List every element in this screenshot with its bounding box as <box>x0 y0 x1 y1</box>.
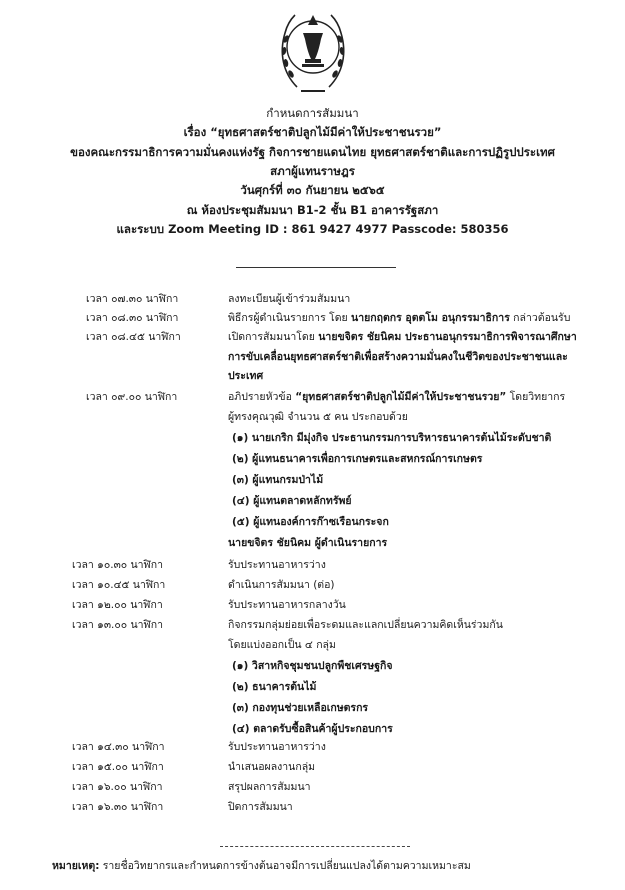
footer-note: หมายเหตุ: รายชื่อวิทยากรและกำหนดการข้างต้นอาจมีการเปลี่ยนแปลงได้ตามความเหมาะสม <box>52 860 471 872</box>
schedule-time: เวลา ๑๖.๐๐ นาฬิกา <box>72 781 163 793</box>
schedule-time: เวลา ๐๘.๔๕ นาฬิกา <box>86 331 181 343</box>
schedule-time: เวลา ๑๐.๓๐ นาฬิกา <box>72 559 163 571</box>
schedule-list-item: (๔) ตลาดรับซื้อสินค้าผู้ประกอบการ <box>232 723 393 735</box>
schedule-activity-line: ลงทะเบียนผู้เข้าร่วมสัมมนา <box>228 293 351 305</box>
schedule-activity-line: รับประทานอาหารว่าง <box>228 559 326 571</box>
schedule-moderator: นายขจิตร ชัยนิคม ผู้ดำเนินรายการ <box>228 537 388 549</box>
schedule-time: เวลา ๐๙.๐๐ นาฬิกา <box>86 391 178 403</box>
schedule-list-item: (๔) ผู้แทนตลาดหลักทรัพย์ <box>232 495 352 507</box>
committee-name: ของคณะกรรมาธิการความมั่นคงแห่งรัฐ กิจการชายแดนไทย ยุทธศาสตร์ชาติและการปฏิรูปประเทศ <box>70 145 555 159</box>
schedule-time: เวลา ๑๖.๓๐ นาฬิกา <box>72 801 164 813</box>
schedule-list-item: (๒) ธนาคารต้นไม้ <box>232 681 317 693</box>
schedule-list-item: (๑) วิสาหกิจชุมชนปลูกพืชเศรษฐกิจ <box>232 660 393 672</box>
schedule-activity: พิธีกรผู้ดำเนินรายการ โดย นายกฤตกร อุตตโม อนุกรรมาธิการ กล่าวต้อนรับ <box>228 312 571 324</box>
schedule-list-item: (๒) ผู้แทนธนาคารเพื่อการเกษตรและสหกรณ์การเกษตร <box>232 453 483 465</box>
schedule-list-item: (๓) ผู้แทนกรมป่าไม้ <box>232 474 324 486</box>
schedule-activity-line: การขับเคลื่อนยุทธศาสตร์ชาติเพื่อสร้างความมั่นคงในชีวิตของประชาชนและ <box>228 350 568 363</box>
schedule-time: เวลา ๑๒.๐๐ นาฬิกา <box>72 599 163 611</box>
schedule-time: เวลา ๑๐.๔๕ นาฬิกา <box>72 579 166 591</box>
schedule-list-item: (๑) นายเกริก มีมุ่งกิจ ประธานกรรมการบริหารธนาคารต้นไม้ระดับชาติ <box>232 432 552 444</box>
schedule-activity-line: ประเทศ <box>228 370 264 382</box>
schedule-activity-line: โดยแบ่งออกเป็น ๔ กลุ่ม <box>228 638 336 651</box>
schedule-list-item: (๓) กองทุนช่วยเหลือเกษตรกร <box>232 702 369 714</box>
schedule-time: เวลา ๑๕.๐๐ นาฬิกา <box>72 761 164 773</box>
house-name: สภาผู้แทนราษฎร <box>270 164 355 178</box>
schedule-time: เวลา ๑๔.๓๐ นาฬิกา <box>72 741 165 753</box>
schedule-activity-line: ผู้ทรงคุณวุฒิ จำนวน ๕ คน ประกอบด้วย <box>228 410 408 423</box>
seminar-venue: ณ ห้องประชุมสัมมนา B1-2 ชั้น B1 อาคารรัฐสภา <box>186 203 439 217</box>
schedule-time: เวลา ๐๘.๓๐ นาฬิกา <box>86 312 179 324</box>
schedule-activity-line: กิจกรรมกลุ่มย่อยเพื่อระดมและแลกเปลี่ยนความคิดเห็นร่วมกัน <box>228 619 503 631</box>
parliament-emblem-icon <box>275 3 351 97</box>
schedule-activity-line: ดำเนินการสัมมนา (ต่อ) <box>228 579 335 591</box>
footer-divider <box>220 846 410 847</box>
schedule-activity-line: รับประทานอาหารกลางวัน <box>228 599 346 611</box>
schedule-list-item: (๕) ผู้แทนองค์การก๊าซเรือนกระจก <box>232 516 389 528</box>
seminar-subject: เรื่อง “ยุทธศาสตร์ชาติปลูกไม้มีค่าให้ประชาชนรวย” <box>183 125 442 139</box>
zoom-info: และระบบ Zoom Meeting ID : 861 9427 4977 Passcode: 580356 <box>116 222 509 236</box>
schedule-activity: เปิดการสัมมนาโดย นายขจิตร ชัยนิคม ประธานอนุกรรมาธิการพิจารณาศึกษา <box>228 331 577 343</box>
seminar-date: วันศุกร์ที่ ๓๐ กันยายน ๒๕๖๕ <box>240 183 385 197</box>
schedule-activity-line: รับประทานอาหารว่าง <box>228 741 326 753</box>
schedule-activity-line: นำเสนอผลงานกลุ่ม <box>228 761 316 773</box>
schedule-activity: อภิปรายหัวข้อ “ยุทธศาสตร์ชาติปลูกไม้มีค่าให้ประชาชนรวย” โดยวิทยากร <box>228 391 566 403</box>
header-divider <box>236 267 396 268</box>
schedule-time: เวลา ๑๓.๐๐ นาฬิกา <box>72 619 163 631</box>
schedule-activity-line: ปิดการสัมมนา <box>228 801 293 813</box>
schedule-activity-line: สรุปผลการสัมมนา <box>228 781 311 793</box>
page-title: กำหนดการสัมมนา <box>266 106 359 120</box>
schedule-time: เวลา ๐๗.๓๐ นาฬิกา <box>86 293 179 305</box>
